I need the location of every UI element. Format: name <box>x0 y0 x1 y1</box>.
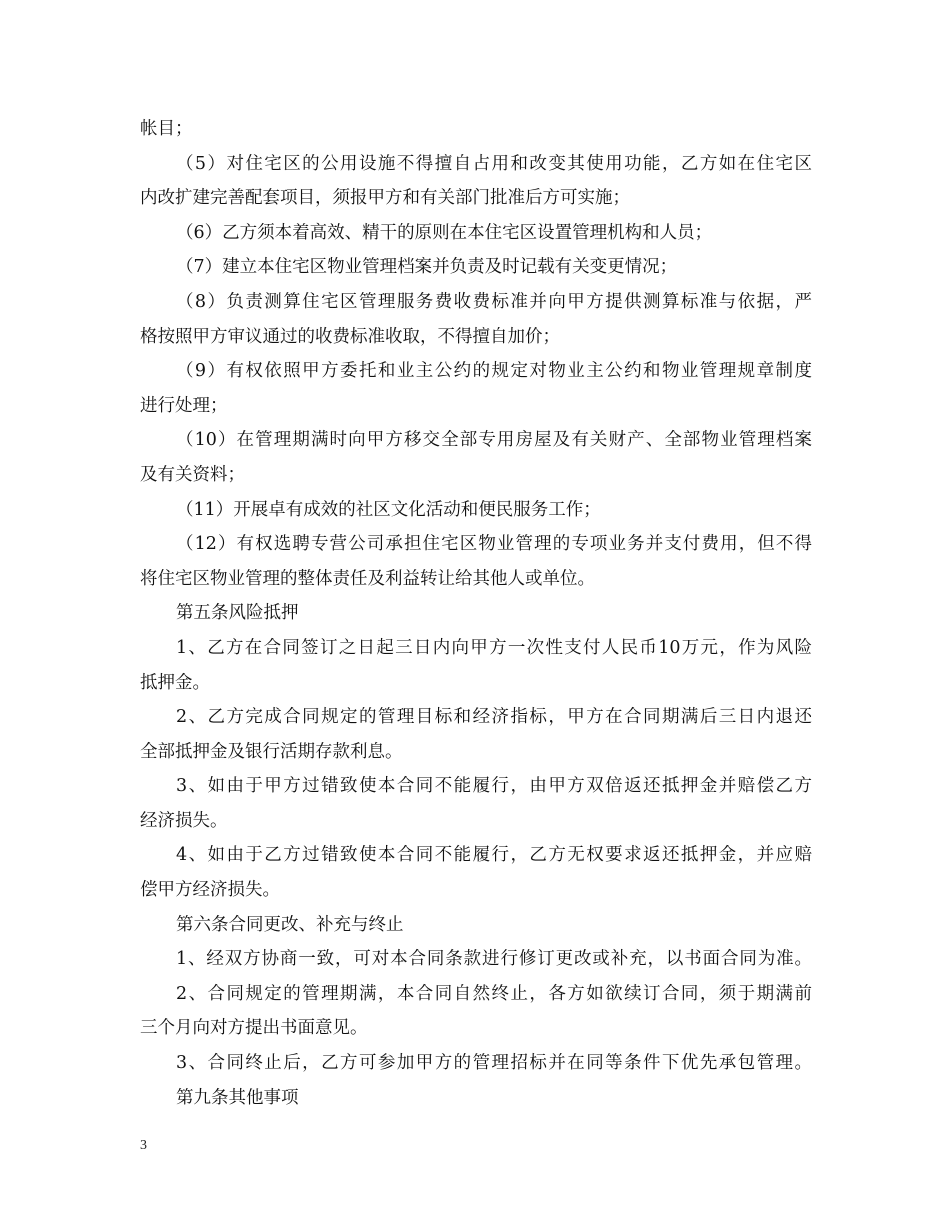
text-line: 帐目； <box>140 119 193 139</box>
text-line: 经济损失。 <box>140 810 228 831</box>
text-line: （5）对住宅区的公用设施不得擅自占用和改变其使用功能，乙方如在住宅区 <box>176 153 812 174</box>
text-line: 第九条其他事项 <box>176 1087 299 1108</box>
text-line: （10）在管理期满时向甲方移交全部专用房屋及有关财产、全部物业管理档案 <box>176 430 812 451</box>
text-line: （11）开展卓有成效的社区文化活动和便民服务工作； <box>176 499 601 520</box>
text-line: 将住宅区物业管理的整体责任及利益转让给其他人或单位。 <box>140 568 595 589</box>
document-body <box>140 112 812 1115</box>
text-line: 3、合同终止后，乙方可参加甲方的管理招标并在同等条件下优先承包管理。 <box>176 1053 812 1074</box>
text-line: 2、合同规定的管理期满，本合同自然终止，各方如欲续订合同，须于期满前 <box>176 983 812 1004</box>
text-line: 全部抵押金及银行活期存款利息。 <box>140 741 403 762</box>
text-line: （12）有权选聘专营公司承担住宅区物业管理的专项业务并支付费用，但不得 <box>176 534 812 555</box>
text-line: 偿甲方经济损失。 <box>140 880 280 901</box>
text-line: 第六条合同更改、补充与终止 <box>176 914 404 935</box>
text-line: 格按照甲方审议通过的收费标准收取，不得擅自加价； <box>140 326 560 347</box>
text-line: 三个月向对方提出书面意见。 <box>140 1018 368 1039</box>
text-line: 3、如由于甲方过错致使本合同不能履行，由甲方双倍返还抵押金并赔偿乙方 <box>176 776 812 797</box>
text-line: （9）有权依照甲方委托和业主公约的规定对物业主公约和物业管理规章制度 <box>176 361 812 382</box>
text-line: （6）乙方须本着高效、精干的原则在本住宅区设置管理机构和人员； <box>176 222 713 243</box>
text-line: （7）建立本住宅区物业管理档案并负责及时记载有关变更情况； <box>176 257 678 278</box>
text-line: 及有关资料； <box>140 464 245 485</box>
text-line: 1、经双方协商一致，可对本合同条款进行修订更改或补充，以书面合同为准。 <box>176 949 812 970</box>
text-line: 抵押金。 <box>140 672 210 693</box>
text-line: 1、乙方在合同签订之日起三日内向甲方一次性支付人民币10万元，作为风险 <box>176 637 812 658</box>
text-line: 进行处理； <box>140 395 228 416</box>
text-line: 4、如由于乙方过错致使本合同不能履行，乙方无权要求返还抵押金，并应赔 <box>176 845 812 866</box>
text-line: （8）负责测算住宅区管理服务费收费标准并向甲方提供测算标准与依据，严 <box>176 291 812 312</box>
text-line: 2、乙方完成合同规定的管理目标和经济指标，甲方在合同期满后三日内退还 <box>176 707 812 728</box>
text-line: 内改扩建完善配套项目，须报甲方和有关部门批准后方可实施； <box>140 188 630 209</box>
page-number: 3 <box>140 1138 147 1153</box>
text-line: 第五条风险抵押 <box>176 603 299 624</box>
